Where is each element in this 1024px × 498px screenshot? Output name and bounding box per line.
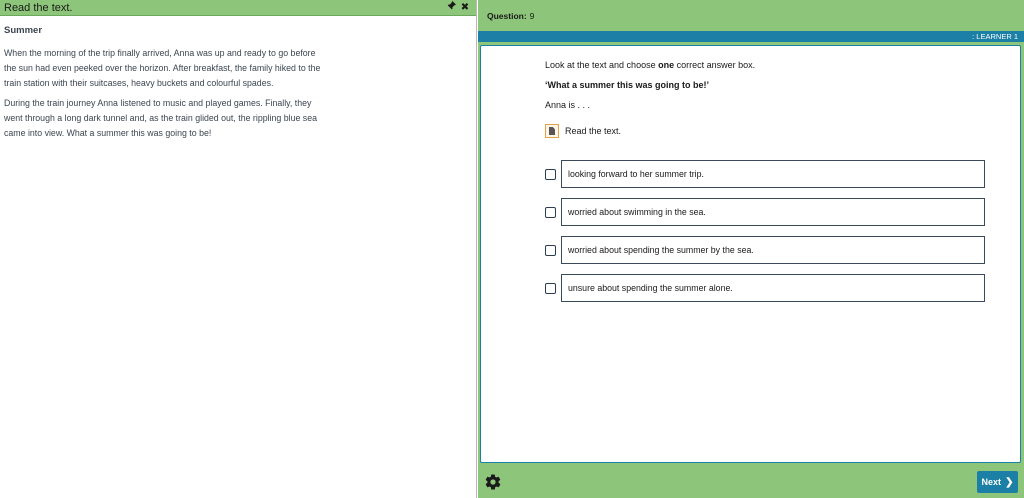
instruction-emphasis: one [658, 60, 675, 70]
question-header [478, 0, 1024, 31]
question-content [480, 45, 1021, 463]
chevron-right-icon: ❯ [1005, 476, 1014, 488]
reading-panel-header [0, 0, 476, 16]
read-text-label: Read the text. [565, 126, 622, 136]
document-icon [545, 124, 559, 138]
answer-option [545, 236, 995, 264]
answer-checkbox[interactable] [545, 283, 556, 294]
next-label: Next [981, 477, 1002, 487]
instruction-text: Look at the text and choose [545, 60, 656, 70]
close-icon[interactable]: ✖ [460, 1, 470, 13]
reading-panel [0, 0, 477, 498]
instruction [545, 60, 995, 70]
read-text-link[interactable] [545, 124, 995, 138]
reading-panel-title: Read the text. [4, 1, 73, 14]
answer-checkbox[interactable] [545, 245, 556, 256]
question-panel [478, 0, 1024, 498]
question-label: Question: [487, 10, 527, 21]
passage [0, 16, 476, 141]
passage-paragraph: When the morning of the trip finally arrived, Anna was up and ready to go before the sun had even peeked over the horizon. After breakfast, the family hiked to the train station with their suitcases, heavy buckets and colourful spades. [4, 48, 321, 88]
answer-box[interactable]: worried about swimming in the sea. [561, 198, 985, 226]
answer-checkbox[interactable] [545, 207, 556, 218]
pin-icon[interactable] [444, 0, 458, 16]
instruction-text-end: correct answer box. [676, 60, 756, 70]
question-quote: ‘What a summer this was going to be!’ [545, 80, 710, 90]
answer-option [545, 274, 995, 302]
answer-box[interactable]: unsure about spending the summer alone. [561, 274, 985, 302]
answer-option [545, 198, 995, 226]
gear-icon[interactable] [484, 473, 502, 491]
answer-box[interactable]: worried about spending the summer by the sea. [561, 236, 985, 264]
question-stem: Anna is . . . [545, 100, 591, 110]
learner-bar: : LEARNER 1 [478, 31, 1024, 42]
answer-checkbox[interactable] [545, 169, 556, 180]
passage-paragraph: During the train journey Anna listened to music and played games. Finally, they went through a long dark tunnel and, as the train glided out, the rippling blue sea came into view. What a summer this was going to be! [4, 98, 317, 138]
answer-option [545, 160, 995, 188]
question-area [545, 60, 995, 312]
passage-title: Summer [4, 25, 43, 36]
question-number: 9 [529, 10, 535, 21]
next-button[interactable] [977, 471, 1018, 493]
answer-box[interactable]: looking forward to her summer trip. [561, 160, 985, 188]
footer-bar [478, 466, 1024, 498]
